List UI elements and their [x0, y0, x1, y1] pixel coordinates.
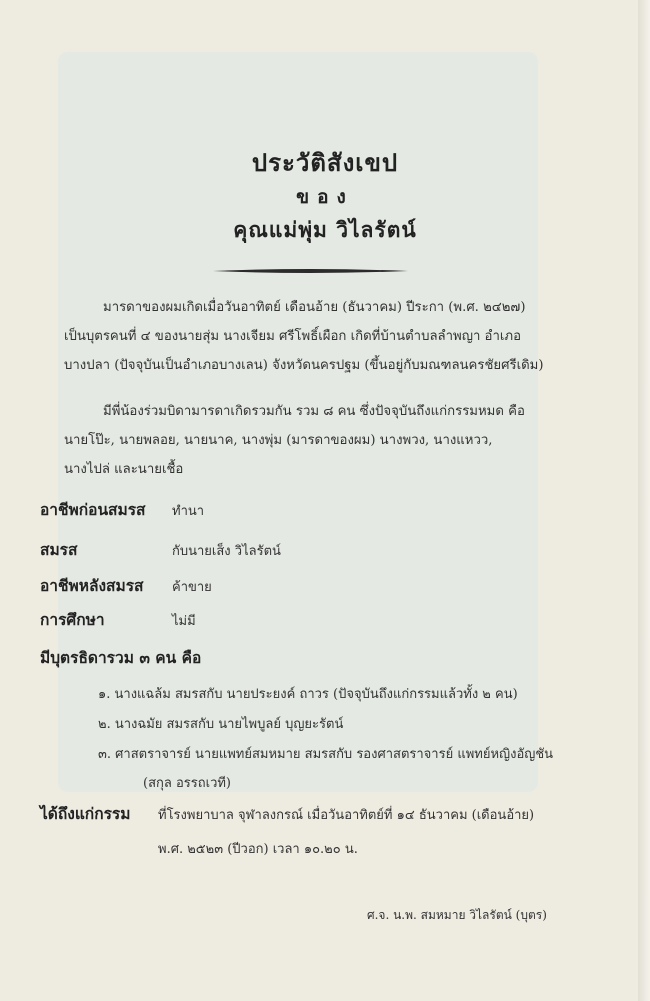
- child-item-3-continuation: (สกุล อรรถเวที): [143, 776, 232, 791]
- title-connector: ของ: [296, 186, 354, 208]
- children-heading: มีบุตรธิดารวม ๓ คน คือ: [40, 648, 202, 667]
- fact-value-education: ไม่มี: [172, 614, 196, 629]
- fact-value-occupation-after: ค้าขาย: [172, 580, 212, 595]
- fact-value-marriage: กับนายเส็ง วิไลรัตน์: [172, 544, 281, 559]
- fact-value-occupation-before: ทำนา: [172, 504, 205, 519]
- ornamental-divider: [213, 268, 408, 274]
- death-details-line-1: ที่โรงพยาบาล จุฬาลงกรณ์ เมื่อวันอาทิตย์ที่ ๑๔ ธันวาคม (เดือนอ้าย): [158, 808, 535, 823]
- child-item-1: ๑. นางแฉล้ม สมรสกับ นายประยงค์ ถาวร (ปัจจุบันถึงแก่กรรมแล้วทั้ง ๒ คน): [98, 687, 518, 702]
- siblings-line-3: นางไปล่ และนายเชื้อ: [64, 462, 184, 477]
- bio-line-2: เป็นบุตรคนที่ ๔ ของนายสุ่ม นางเจียม ศรีโพธิ์เผือก เกิดที่บ้านตำบลลำพญา อำเภอ: [64, 329, 521, 344]
- document-title: ประวัติสังเขป: [251, 148, 399, 177]
- bio-line-3: บางปลา (ปัจจุบันเป็นอำเภอบางเลน) จังหวัดนครปฐม (ขึ้นอยู่กับมณฑลนครชัยศรีเดิม): [64, 358, 544, 373]
- siblings-line-2: นายโป๊ะ, นายพลอย, นายนาค, นางพุ่ม (มารดาของผม) นางพวง, นางแหวว,: [64, 433, 493, 448]
- death-details-line-2: พ.ศ. ๒๕๒๓ (ปีวอก) เวลา ๑๐.๒๐ น.: [158, 842, 358, 857]
- child-item-3: ๓. ศาสตราจารย์ นายแพทย์สมหมาย สมรสกับ รองศาสตราจารย์ แพทย์หญิงอัญชัน: [98, 747, 554, 762]
- fact-label-occupation-before: อาชีพก่อนสมรส: [40, 500, 146, 519]
- fact-label-marriage: สมรส: [40, 540, 78, 559]
- fact-label-education: การศึกษา: [40, 610, 105, 629]
- child-item-2: ๒. นางฉมัย สมรสกับ นายไพบูลย์ บุญยะรัตน์: [98, 717, 344, 732]
- signature: ศ.จ. น.พ. สมหมาย วิไลรัตน์ (บุตร): [367, 908, 547, 922]
- fact-label-occupation-after: อาชีพหลังสมรส: [40, 576, 144, 595]
- bio-line-1: มารดาของผมเกิดเมื่อวันอาทิตย์ เดือนอ้าย (ธันวาคม) ปีระกา (พ.ศ. ๒๔๒๗): [103, 300, 526, 315]
- death-label: ได้ถึงแก่กรรม: [40, 804, 131, 823]
- siblings-line-1: มีพี่น้องร่วมบิดามารดาเกิดรวมกัน รวม ๘ คน ซึ่งปัจจุบันถึงแก่กรรมหมด คือ: [103, 404, 525, 419]
- subject-name: คุณแม่พุ่ม วิไลรัตน์: [233, 217, 417, 242]
